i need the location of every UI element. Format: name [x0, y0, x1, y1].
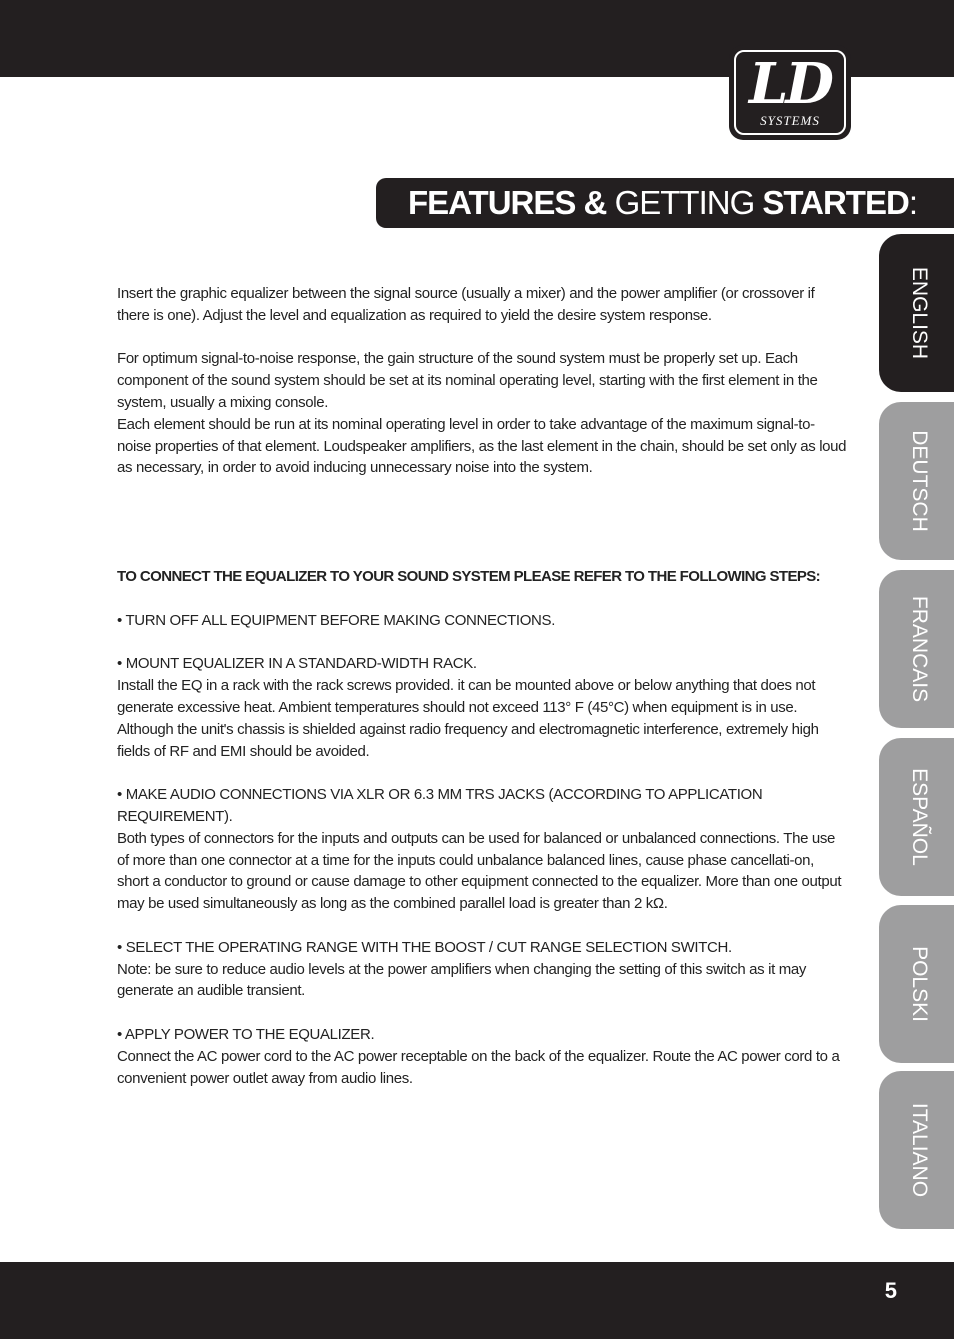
title-part-getting: GETTING [614, 184, 755, 221]
main-content [117, 283, 847, 1089]
tab-english-label: ENGLISH [908, 266, 931, 360]
tab-francais[interactable] [879, 570, 954, 728]
tab-polski[interactable] [879, 905, 954, 1063]
title-part-features: FEATURES & [408, 184, 607, 221]
title-part-started: STARTED [762, 184, 909, 221]
intro-paragraph-1: Insert the graphic equalizer between the signal source (usually a mixer) and the power amplifier (or crossover if there is one). Adjust the level and equalization as required to yield the desire system response. [117, 285, 815, 324]
tab-espanol[interactable] [879, 738, 954, 896]
intro-paragraph-2: For optimum signal-to-noise response, the gain structure of the sound system must be properly set up. Each component of the sound system should be set at its nominal operating level, starting with the first element in the system, usually a mixing console. [117, 350, 818, 411]
step-4-text: Note: be sure to reduce audio levels at the power amplifiers when changing the setting of this switch as it may generate an audible transient. [117, 960, 807, 1000]
step-2-text: Install the EQ in a rack with the rack screws provided. it can be mounted above or below anything that does not generate excessive heat. Ambient temperatures should not exceed 113° F (45°C) when equipment is in use. Although the unit's chassis is shielded against radio frequency and electromagnetic interference, extremely high fields of RF and EMI should be avoided. [117, 677, 819, 760]
step-5-title: • APPLY POWER TO THE EQUALIZER. [117, 1025, 375, 1043]
tab-italiano[interactable] [879, 1071, 954, 1229]
step-3-text: Both types of connectors for the inputs and outputs can be used for balanced or unbalanced connections. The use of more than one connector at a time for the inputs could unbalance balanced lines, cause phase cancellati-on, short a conductor to ground or cause damage to other equipment connected to the equalizer. More than one output may be used simultaneously as long as the combined parallel load is greater than 2 kΩ. [117, 829, 842, 913]
tab-english[interactable] [879, 234, 954, 392]
step-5-text: Connect the AC power cord to the AC power receptable on the back of the equalizer. Route the AC power cord to a convenient power outlet away from audio lines. [117, 1047, 840, 1087]
tab-espanol-label: ESPAÑOL [908, 768, 931, 866]
page-title [408, 182, 917, 224]
title-banner [376, 178, 954, 228]
footer-bar [0, 1262, 954, 1339]
logo-frame [734, 50, 846, 135]
tab-francais-label: FRANCAIS [908, 595, 931, 703]
title-colon: : [908, 184, 917, 221]
tab-deutsch[interactable] [879, 402, 954, 560]
logo-ld-text: LD [749, 51, 831, 117]
tab-italiano-label: ITALIANO [908, 1102, 931, 1198]
tab-deutsch-label: DEUTSCH [908, 430, 931, 532]
step-1-title: • TURN OFF ALL EQUIPMENT BEFORE MAKING CONNECTIONS. [117, 611, 556, 629]
page-number: 5 [884, 1278, 897, 1303]
step-3-title: • MAKE AUDIO CONNECTIONS VIA XLR OR 6.3 MM TRS JACKS (ACCORDING TO APPLICATION REQUIREMENT). [117, 786, 763, 825]
steps-heading: TO CONNECT THE EQUALIZER TO YOUR SOUND SYSTEM PLEASE REFER TO THE FOLLOWING STEPS: [117, 568, 821, 586]
intro-paragraph-3: Each element should be run at its nominal operating level in order to take advantage of the maximum signal-to-noise properties of that element. Loudspeaker amplifiers, as the last element in the chain, should be set only as loud as necessary, in order to avoid inducing unnecessary noise into the system. [117, 415, 847, 477]
tab-polski-label: POLSKI [908, 946, 931, 1022]
ld-systems-logo [729, 45, 851, 140]
logo-systems-text: SYSTEMS [760, 113, 820, 128]
step-4-title: • SELECT THE OPERATING RANGE WITH THE BOOST / CUT RANGE SELECTION SWITCH. [117, 938, 732, 956]
step-2-title: • MOUNT EQUALIZER IN A STANDARD-WIDTH RACK. [117, 655, 477, 673]
